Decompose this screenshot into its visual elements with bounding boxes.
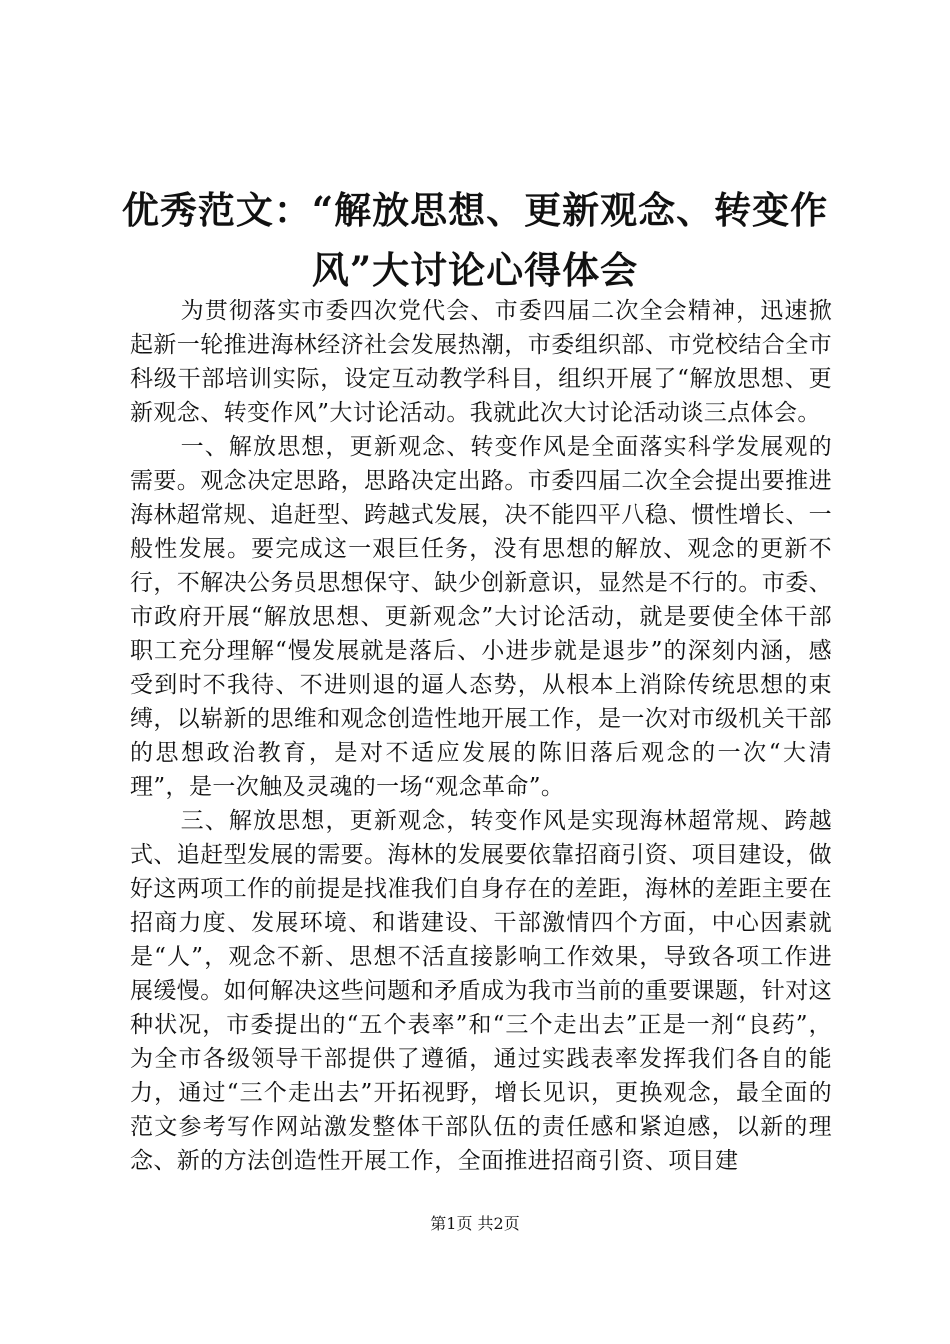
paragraph-3: 三、解放思想，更新观念，转变作风是实现海林超常规、跨越式、追赶型发展的需要。海林的发展要依靠招商引资、项目建设，做好这两项工作的前提是找准我们自身存在的差距，海林的差距主要在招商力度、发展环境、和谐建设、干部激情四个方面，中心因素就是“人”，观念不新、思想不活直接影响工作效果，导致各项工作进展缓慢。如何解决这些问题和矛盾成为我市当前的重要课题，针对这种状况，市委提出的“五个表率”和“三个走出去”正是一剂“良药”，为全市各级领导干部提供了遵循，通过实践表率发挥我们各自的能力，通过“三个走出去”开拓视野，增长见识，更换观念，最全面的范文参考写作网站激发整体干部队伍的责任感和紧迫感，以新的理念、新的方法创造性开展工作，全面推进招商引资、项目建 [130, 808, 832, 1174]
title-line-1: 优秀范文：“解放思想、更新观念、转变作 [121, 188, 829, 232]
title-line-2: 风”大讨论心得体会 [311, 248, 639, 292]
paragraph-1: 为贯彻落实市委四次党代会、市委四届二次全会精神，迅速掀起新一轮推进海林经济社会发展热潮，市委组织部、市党校结合全市科级干部培训实际，设定互动教学科目，组织开展了“解放思想、更新观念、转变作风”大讨论活动。我就此次大讨论活动谈三点体会。 [130, 298, 832, 426]
document-title [110, 180, 840, 300]
paragraph-2: 一、解放思想，更新观念、转变作风是全面落实科学发展观的需要。观念决定思路，思路决定出路。市委四届二次全会提出要推进海林超常规、追赶型、跨越式发展，决不能四平八稳、惯性增长、一般性发展。要完成这一艰巨任务，没有思想的解放、观念的更新不行，不解决公务员思想保守、缺少创新意识，显然是不行的。市委、市政府开展“解放思想、更新观念”大讨论活动，就是要使全体干部职工充分理解“慢发展就是落后、小进步就是退步”的深刻内涵，感受到时不我待、不进则退的逼人态势，从根本上消除传统思想的束缚，以崭新的思维和观念创造性地开展工作，是一次对市级机关干部的思想政治教育，是对不适应发展的陈旧落后观念的一次“大清理”，是一次触及灵魂的一场“观念革命”。 [130, 434, 832, 800]
page-footer: 第1页 共2页 [430, 1214, 520, 1233]
document-body [130, 294, 832, 1178]
